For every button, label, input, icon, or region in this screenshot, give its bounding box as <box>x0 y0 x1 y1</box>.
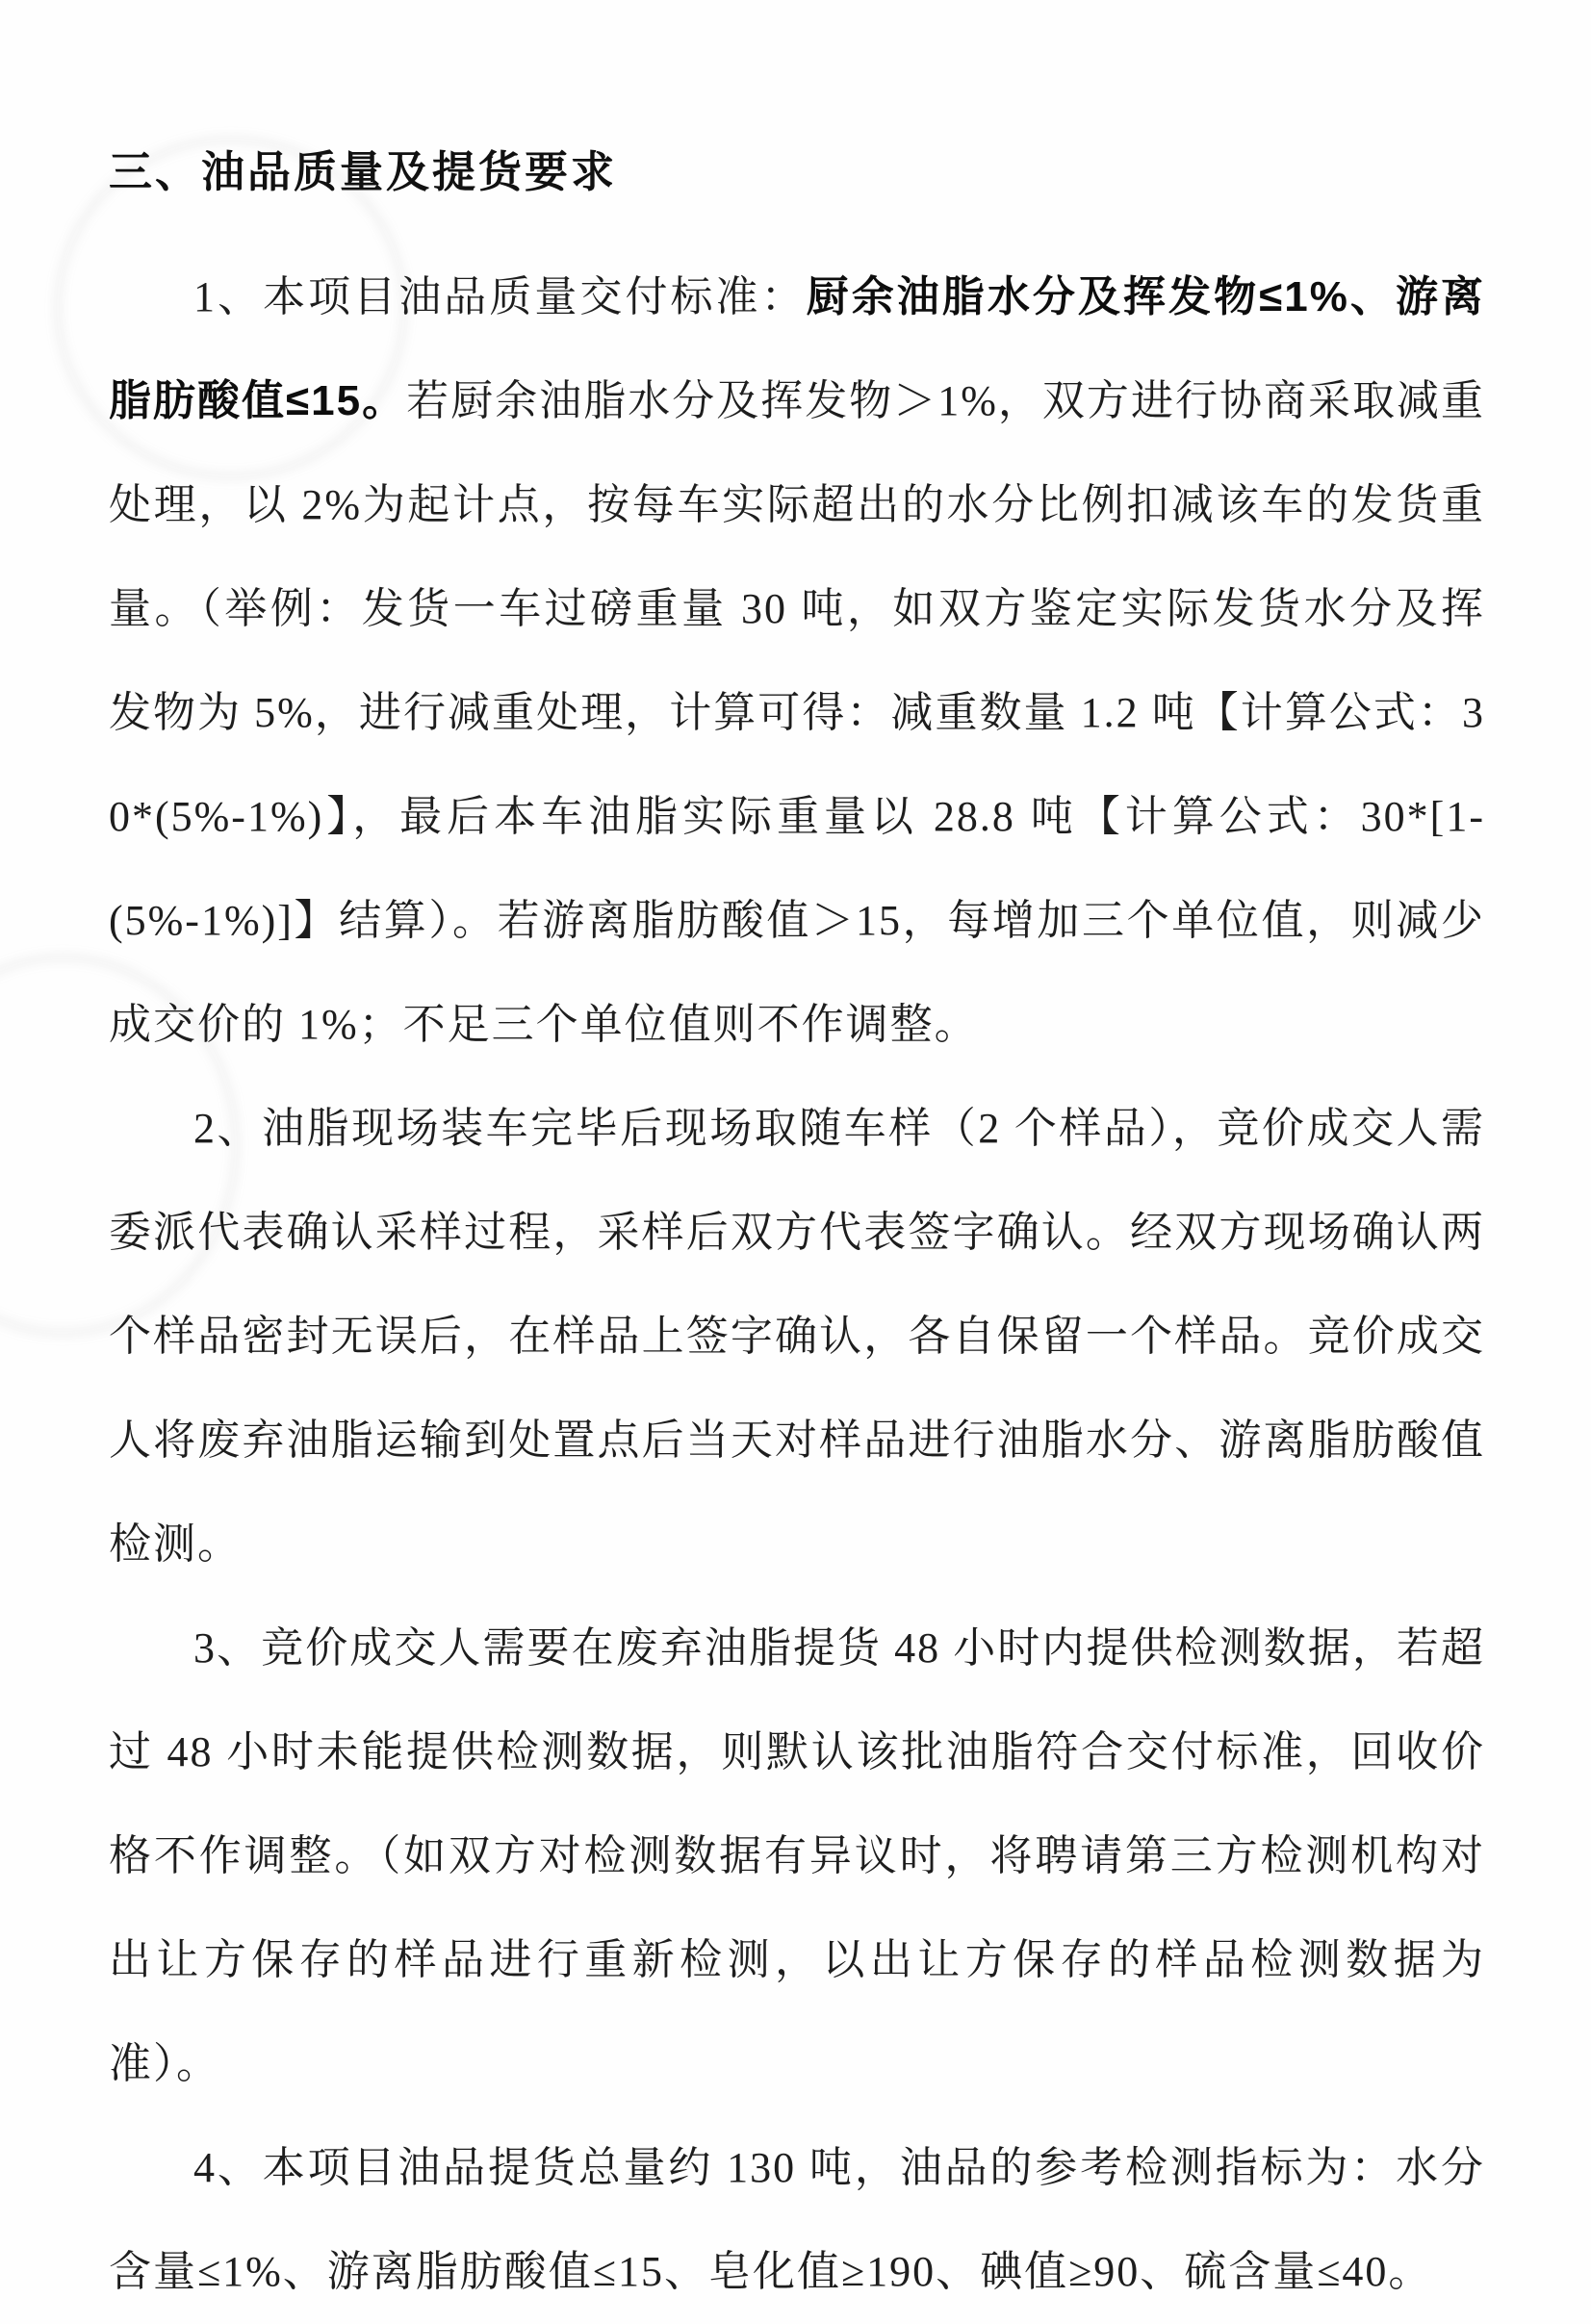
paragraph-4 <box>109 2116 1485 2324</box>
paragraph-1-body-text: 若厨余油脂水分及挥发物＞1%，双方进行协商采取减重处理，以 2%为起计点，按每车实际超出的水分比例扣减该车的发货重量。（举例：发货一车过磅重量 30 吨，如双方鉴定实际发货水分及挥发物为 5%，进行减重处理，计算可得：减重数量 1.2 吨【计算公式：30*(5%-1%)】，最后本车油脂实际重量以 28.8 吨【计算公式：30*[1-(5%-1%)]】结算）。若游离脂肪酸值＞15，每增加三个单位值，则减少成交价的 1%；不足三个单位值则不作调整。 <box>109 377 1486 1048</box>
paragraph-1 <box>109 245 1485 1077</box>
paragraph-4-text: 4、本项目油品提货总量约 130 吨，油品的参考检测指标为：水分含量≤1%、游离脂肪酸值≤15、皂化值≥190、碘值≥90、硫含量≤40。 <box>109 2144 1485 2295</box>
paragraph-1-bold-standard-text: 厨余油脂水分及挥发物≤1%、游离脂肪酸值≤15。 <box>109 273 1485 424</box>
paragraph-2-text: 2、油脂现场装车完毕后现场取随车样（2 个样品），竞价成交人需委派代表确认采样过程，采样后双方代表签字确认。经双方现场确认两个样品密封无误后，在样品上签字确认，各自保留一个样品。竞价成交人将废弃油脂运输到处置点后当天对样品进行油脂水分、游离脂肪酸值检测。 <box>109 1105 1485 1568</box>
paragraph-3-text: 3、竞价成交人需要在废弃油脂提货 48 小时内提供检测数据，若超过 48 小时未能提供检测数据，则默认该批油脂符合交付标准，回收价格不作调整。（如双方对检测数据有异议时，将聘请第三方检测机构对出让方保存的样品进行重新检测，以出让方保存的样品检测数据为准）。 <box>109 1624 1485 2087</box>
document-page <box>109 137 1485 2324</box>
paragraph-2 <box>109 1077 1485 1596</box>
section-heading: 三、油品质量及提货要求 <box>109 147 618 196</box>
paragraph-1-intro-text: 1、本项目油品质量交付标准： <box>193 273 807 320</box>
paragraph-3 <box>109 1596 1485 2116</box>
